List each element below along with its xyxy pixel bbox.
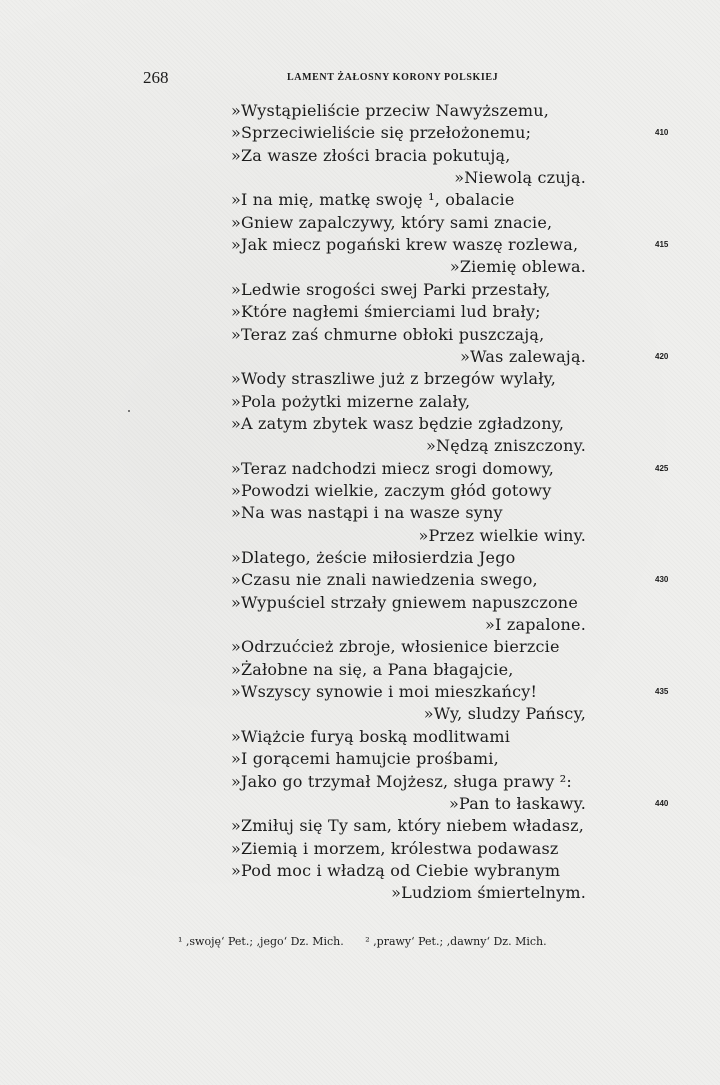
- verse-line: »Sprzeciwieliście się przełożonemu;: [231, 123, 532, 142]
- verse-line: »Gniew zapalczywy, który sami znacie,: [231, 213, 553, 232]
- verse-line: »Pod moc i władzą od Ciebie wybranym: [231, 861, 561, 880]
- refrain-line: »Pan to łaskawy.: [449, 794, 586, 813]
- verse-line: »Czasu nie znali nawiedzenia swego,: [231, 570, 538, 589]
- verse-line: »Żałobne na się, a Pana błagajcie,: [231, 660, 514, 679]
- refrain-line: »Przez wielkie winy.: [418, 526, 586, 545]
- verse-line: »Wiążcie furyą boską modlitwami: [231, 727, 511, 746]
- refrain-line: »I zapalone.: [485, 615, 586, 634]
- refrain-line: »Niewolą czują.: [454, 168, 586, 187]
- page-number: 268: [143, 68, 169, 87]
- refrain-line: »Was zalewają.: [460, 347, 586, 366]
- footnote-1: ¹ ‚swoję‘ Pet.; ‚jego‘ Dz. Mich.: [178, 935, 344, 948]
- verse-line: »Na was nastąpi i na wasze syny: [231, 503, 503, 522]
- footnote-2: ² ‚prawy‘ Pet.; ‚dawny‘ Dz. Mich.: [365, 935, 547, 948]
- verse-line: »Teraz zaś chmurne obłoki puszczają,: [231, 325, 545, 344]
- page-header: [0, 68, 720, 88]
- footnotes: [178, 935, 678, 948]
- verse-line: »Jako go trzymał Mojżesz, sługa prawy ²:: [231, 772, 572, 791]
- verse-line: »Powodzi wielkie, zaczym głód gotowy: [231, 481, 552, 500]
- verse-line: »Jak miecz pogański krew waszę rozlewa,: [231, 235, 579, 254]
- line-number: 420: [655, 352, 669, 361]
- line-number: 430: [655, 575, 669, 584]
- refrain-line: »Nędzą zniszczony.: [426, 436, 586, 455]
- verse-line: »Ziemią i morzem, królestwa podawasz: [231, 839, 559, 858]
- verse-line: »I na mię, matkę swoję ¹, obalacie: [231, 190, 515, 209]
- verse-line: »Odrzućcież zbroje, włosienice bierzcie: [231, 637, 560, 656]
- verse-line: »Które nagłemi śmierciami lud brały;: [231, 302, 541, 321]
- refrain-line: »Wy, sludzy Pańscy,: [423, 704, 586, 723]
- verse-line: »Dlatego, żeście miłosierdzia Jego: [231, 548, 516, 567]
- verse-line: »Wszyscy synowie i moi mieszkańcy!: [231, 682, 538, 701]
- verse-line: »Za wasze złości bracia pokutują,: [231, 146, 511, 165]
- line-number: 415: [655, 240, 669, 249]
- refrain-line: »Ziemię oblewa.: [449, 257, 586, 276]
- line-number: 435: [655, 687, 669, 696]
- verse-line: »I gorącemi hamujcie prośbami,: [231, 749, 499, 768]
- running-title: LAMENT ŻAŁOSNY KORONY POLSKIEJ: [287, 72, 499, 83]
- line-number: 410: [655, 128, 669, 137]
- line-number: 425: [655, 464, 669, 473]
- verse-line: »Ledwie srogości swej Parki przestały,: [231, 280, 551, 299]
- print-speck: [128, 410, 130, 412]
- verse-line: »Teraz nadchodzi miecz srogi domowy,: [231, 459, 554, 478]
- verse-line: »Wystąpieliście przeciw Nawyższemu,: [231, 101, 550, 120]
- verse-line: »Wody straszliwe już z brzegów wylały,: [231, 369, 557, 388]
- verse-line: »Pola pożytki mizerne zalały,: [231, 392, 471, 411]
- verse-line: »A zatym zbytek wasz będzie zgładzony,: [231, 414, 565, 433]
- refrain-line: »Ludziom śmiertelnym.: [391, 883, 586, 902]
- verse-line: »Zmiłuj się Ty sam, który niebem władasz,: [231, 816, 585, 835]
- line-number: 440: [655, 799, 669, 808]
- verse-line: »Wypuściel strzały gniewem napuszczone: [231, 593, 578, 612]
